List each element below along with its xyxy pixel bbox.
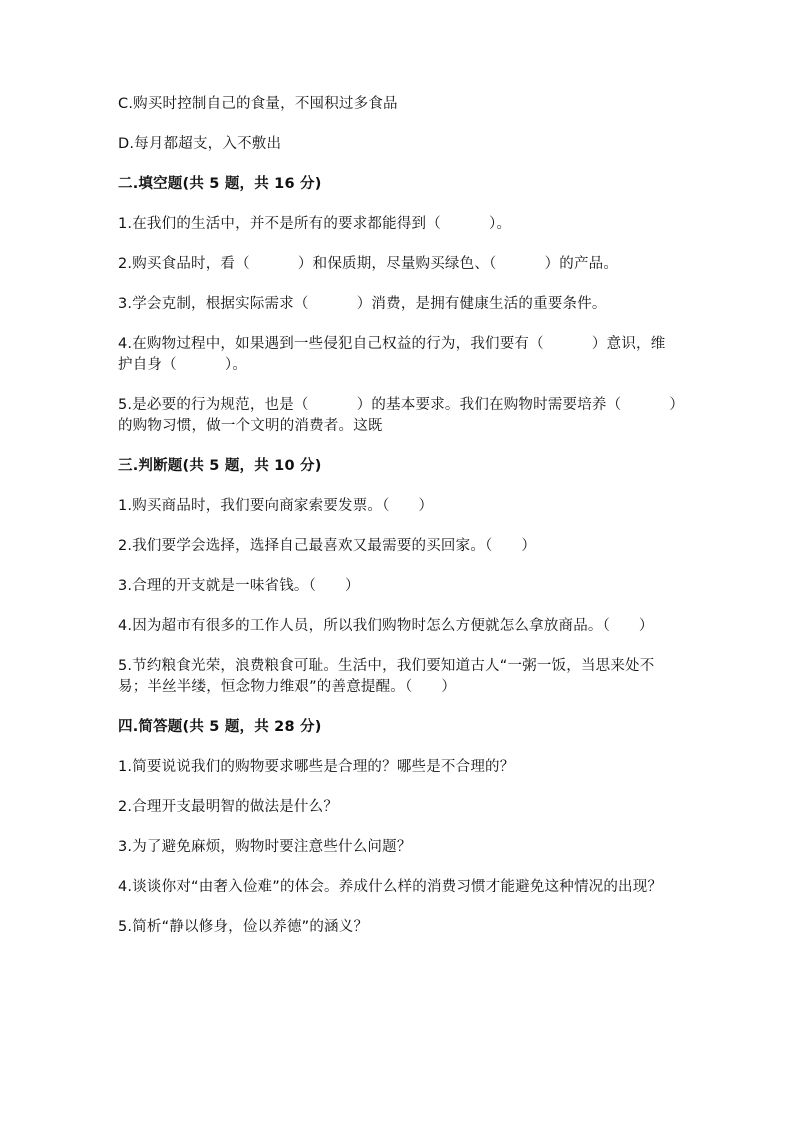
section-heading-fill-blank: 二.填空题(共 5 题，共 16 分) bbox=[118, 176, 322, 192]
true-false-question-4: 4.因为超市有很多的工作人员，所以我们购物时怎么方便就怎么拿放商品。（ ） bbox=[118, 618, 654, 634]
fill-blank-question-4: 4.在购物过程中，如果遇到一些侵犯自己权益的行为，我们要有（ ）意识，维护自身（ ）。 bbox=[118, 336, 666, 373]
option-d: D.每月都超支，入不敷出 bbox=[118, 136, 282, 152]
true-false-question-5: 5.节约粮食光荣，浪费粮食可耻。生活中，我们要知道古人“一粥一饭，当思来处不易；半丝半缕，恒念物力维艰”的善意提醒。（ ） bbox=[118, 658, 655, 695]
short-answer-question-5: 5.简析“静以修身，俭以养德”的涵义？ bbox=[118, 919, 369, 935]
fill-blank-question-3: 3.学会克制，根据实际需求（ ）消费，是拥有健康生活的重要条件。 bbox=[118, 296, 607, 312]
short-answer-question-1: 1.简要说说我们的购物要求哪些是合理的？哪些是不合理的？ bbox=[118, 759, 515, 775]
true-false-question-3: 3.合理的开支就是一味省钱。（ ） bbox=[118, 578, 360, 594]
fill-blank-question-5: 5.是必要的行为规范，也是（ ）的基本要求。我们在购物时需要培养（ ）的购物习惯，做一个文明的消费者。这既 bbox=[118, 397, 677, 434]
section-heading-short-answer: 四.简答题(共 5 题，共 28 分) bbox=[118, 719, 322, 735]
fill-blank-question-1: 1.在我们的生活中，并不是所有的要求都能得到（ ）。 bbox=[118, 216, 512, 232]
true-false-question-1: 1.购买商品时，我们要向商家索要发票。（ ） bbox=[118, 498, 434, 514]
section-heading-true-false: 三.判断题(共 5 题，共 10 分) bbox=[118, 458, 322, 474]
short-answer-question-3: 3.为了避免麻烦，购物时要注意些什么问题？ bbox=[118, 839, 412, 855]
short-answer-question-4: 4.谈谈你对“由奢入俭难”的体会。养成什么样的消费习惯才能避免这种情况的出现？ bbox=[118, 879, 663, 895]
true-false-question-2: 2.我们要学会选择，选择自己最喜欢又最需要的买回家。（ ） bbox=[118, 538, 537, 554]
option-c: C.购买时控制自己的食量，不囤积过多食品 bbox=[118, 96, 398, 112]
fill-blank-question-2: 2.购买食品时，看（ ）和保质期，尽量购买绿色、（ ）的产品。 bbox=[118, 256, 619, 272]
short-answer-question-2: 2.合理开支最明智的做法是什么？ bbox=[118, 799, 339, 815]
